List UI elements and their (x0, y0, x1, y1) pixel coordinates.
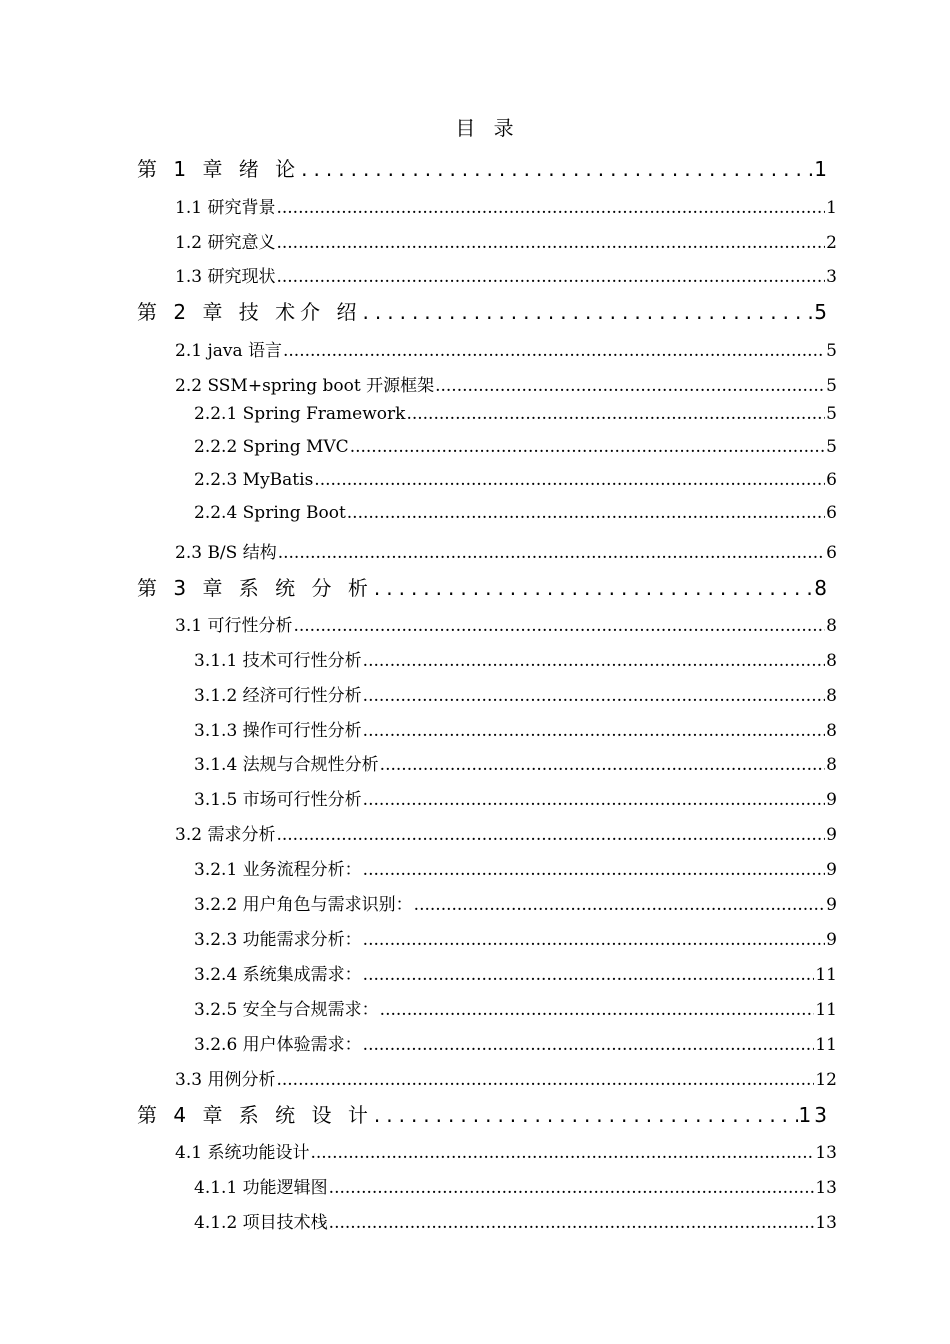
toc-entry-title: 1.3 研究现状 (175, 267, 276, 287)
toc-entry-page-number: 11 (815, 1000, 837, 1020)
toc-dot-leader (276, 1070, 814, 1090)
toc-entry-title: 3.2.6 用户体验需求： (194, 1035, 362, 1055)
toc-entry-subsection (194, 503, 837, 523)
toc-entry-title: 2.2.4 Spring Boot (194, 503, 346, 523)
toc-entry-title: 第 4 章 系 统 设 计 (137, 1103, 373, 1127)
toc-entry-section (175, 1065, 837, 1090)
toc-dot-leader (350, 437, 825, 457)
toc-dot-leader (363, 930, 826, 950)
toc-entry-title: 4.1.2 项目技术栈 (194, 1213, 328, 1233)
toc-entry-title: 2.2 SSM+spring boot 开源框架 (175, 376, 435, 396)
toc-entry-section (175, 611, 837, 636)
toc-entry-title: 3.1.1 技术可行性分析 (194, 651, 362, 671)
toc-entry-page-number: 9 (826, 825, 837, 845)
toc-entry-subsection (194, 995, 837, 1020)
toc-entry-title: 2.1 java 语言 (175, 341, 282, 361)
toc-entry-title: 4.1 系统功能设计 (175, 1143, 310, 1163)
toc-dot-leader (278, 543, 825, 563)
toc-dot-leader (301, 157, 813, 181)
toc-entry-subsection (194, 681, 837, 706)
toc-dot-leader (310, 1143, 814, 1163)
toc-entry-subsection (194, 855, 837, 880)
toc-dot-leader (276, 825, 825, 845)
toc-entry-page-number: 6 (826, 543, 837, 563)
toc-entry-page-number: 5 (826, 404, 837, 424)
toc-dot-leader (276, 233, 825, 253)
toc-dot-leader (406, 404, 825, 424)
toc-dot-leader (293, 616, 825, 636)
toc-entry-title: 2.2.3 MyBatis (194, 470, 314, 490)
toc-entry-section (175, 1138, 837, 1163)
toc-entry-page-number: 6 (826, 503, 837, 523)
toc-dot-leader (374, 1103, 798, 1127)
toc-entry-subsection (194, 646, 837, 671)
toc-entry-subsection (194, 925, 837, 950)
toc-entry-chapter (137, 572, 830, 601)
toc-dot-leader (276, 198, 825, 218)
toc-entry-subsection (194, 750, 837, 775)
toc-entry-page-number: 5 (826, 437, 837, 457)
toc-dot-leader (347, 503, 825, 523)
toc-entry-subsection (194, 404, 837, 424)
toc-dot-leader (363, 860, 826, 880)
toc-entry-page-number: 13 (798, 1103, 830, 1127)
toc-entry-title: 3.1.4 法规与合规性分析 (194, 755, 379, 775)
toc-entry-title: 3.1.2 经济可行性分析 (194, 686, 362, 706)
toc-dot-leader (276, 267, 825, 287)
toc-entry-page-number: 13 (815, 1143, 837, 1163)
toc-entry-page-number: 8 (826, 616, 837, 636)
toc-entry-section (175, 371, 837, 396)
toc-entry-page-number: 9 (826, 930, 837, 950)
toc-entry-subsection (194, 1208, 837, 1233)
toc-entry-title: 4.1.1 功能逻辑图 (194, 1178, 328, 1198)
toc-entry-title: 1.2 研究意义 (175, 233, 276, 253)
toc-entry-title: 3.1.3 操作可行性分析 (194, 721, 362, 741)
toc-dot-leader (363, 721, 826, 741)
toc-dot-leader (363, 686, 826, 706)
toc-entry-title: 第 3 章 系 统 分 析 (137, 576, 373, 600)
toc-entry-page-number: 13 (815, 1178, 837, 1198)
toc-dot-leader (380, 755, 826, 775)
toc-entry-page-number: 3 (826, 267, 837, 287)
toc-entry-title: 3.1 可行性分析 (175, 616, 293, 636)
toc-entry-section (175, 336, 837, 361)
toc-entry-title: 2.2.2 Spring MVC (194, 437, 349, 457)
toc-entry-chapter (137, 1099, 830, 1128)
toc-entry-title: 3.2 需求分析 (175, 825, 276, 845)
toc-entry-page-number: 8 (814, 576, 830, 600)
toc-entry-section (175, 228, 837, 253)
toc-entry-subsection (194, 437, 837, 457)
toc-entry-subsection (194, 1030, 837, 1055)
toc-entry-title: 3.1.5 市场可行性分析 (194, 790, 362, 810)
toc-entry-subsection (194, 1173, 837, 1198)
toc-entry-title: 1.1 研究背景 (175, 198, 276, 218)
toc-entry-section (175, 538, 837, 563)
toc-entry-page-number: 1 (826, 198, 837, 218)
toc-entry-title: 3.3 用例分析 (175, 1070, 276, 1090)
toc-entry-section (175, 193, 837, 218)
toc-dot-leader (414, 895, 826, 915)
toc-entry-title: 2.3 B/S 结构 (175, 543, 277, 563)
toc-dot-leader (380, 1000, 815, 1020)
toc-entry-section (175, 820, 837, 845)
toc-entry-page-number: 11 (815, 965, 837, 985)
toc-entry-subsection (194, 890, 837, 915)
toc-entry-page-number: 5 (826, 341, 837, 361)
toc-entry-title: 3.2.4 系统集成需求： (194, 965, 362, 985)
toc-entry-page-number: 8 (826, 721, 837, 741)
toc-entry-page-number: 9 (826, 860, 837, 880)
toc-entry-title: 第 1 章 绪 论 (137, 157, 301, 181)
toc-dot-leader (329, 1213, 815, 1233)
toc-entry-subsection (194, 785, 837, 810)
toc-entry-page-number: 12 (815, 1070, 837, 1090)
toc-entry-title: 2.2.1 Spring Framework (194, 404, 406, 424)
toc-dot-leader (363, 300, 814, 324)
toc-entry-page-number: 6 (826, 470, 837, 490)
toc-entry-page-number: 8 (826, 755, 837, 775)
toc-entry-subsection (194, 716, 837, 741)
toc-entry-page-number: 13 (815, 1213, 837, 1233)
toc-entry-page-number: 11 (815, 1035, 837, 1055)
toc-dot-leader (363, 965, 815, 985)
toc-entry-title: 3.2.3 功能需求分析： (194, 930, 362, 950)
toc-dot-leader (329, 1178, 815, 1198)
toc-entry-subsection (194, 470, 837, 490)
toc-entry-page-number: 5 (826, 376, 837, 396)
toc-entry-page-number: 1 (814, 157, 830, 181)
toc-entry-page-number: 5 (814, 300, 830, 324)
toc-dot-leader (363, 651, 826, 671)
toc-entry-page-number: 9 (826, 895, 837, 915)
toc-entry-subsection (194, 960, 837, 985)
toc-dot-leader (283, 341, 825, 361)
toc-dot-leader (363, 790, 826, 810)
toc-entry-title: 第 2 章 技 术介 绍 (137, 300, 362, 324)
toc-entry-page-number: 8 (826, 651, 837, 671)
toc-dot-leader (435, 376, 825, 396)
toc-entry-page-number: 2 (826, 233, 837, 253)
page-title: 目 录 (455, 116, 520, 140)
toc-entry-title: 3.2.2 用户角色与需求识别： (194, 895, 413, 915)
toc-entry-chapter (137, 296, 830, 325)
toc-dot-leader (363, 1035, 815, 1055)
toc-entry-page-number: 9 (826, 790, 837, 810)
toc-entry-title: 3.2.5 安全与合规需求： (194, 1000, 379, 1020)
toc-dot-leader (374, 576, 813, 600)
toc-entry-chapter (137, 153, 830, 182)
toc-entry-section (175, 262, 837, 287)
toc-entry-page-number: 8 (826, 686, 837, 706)
toc-dot-leader (314, 470, 825, 490)
toc-entry-title: 3.2.1 业务流程分析： (194, 860, 362, 880)
